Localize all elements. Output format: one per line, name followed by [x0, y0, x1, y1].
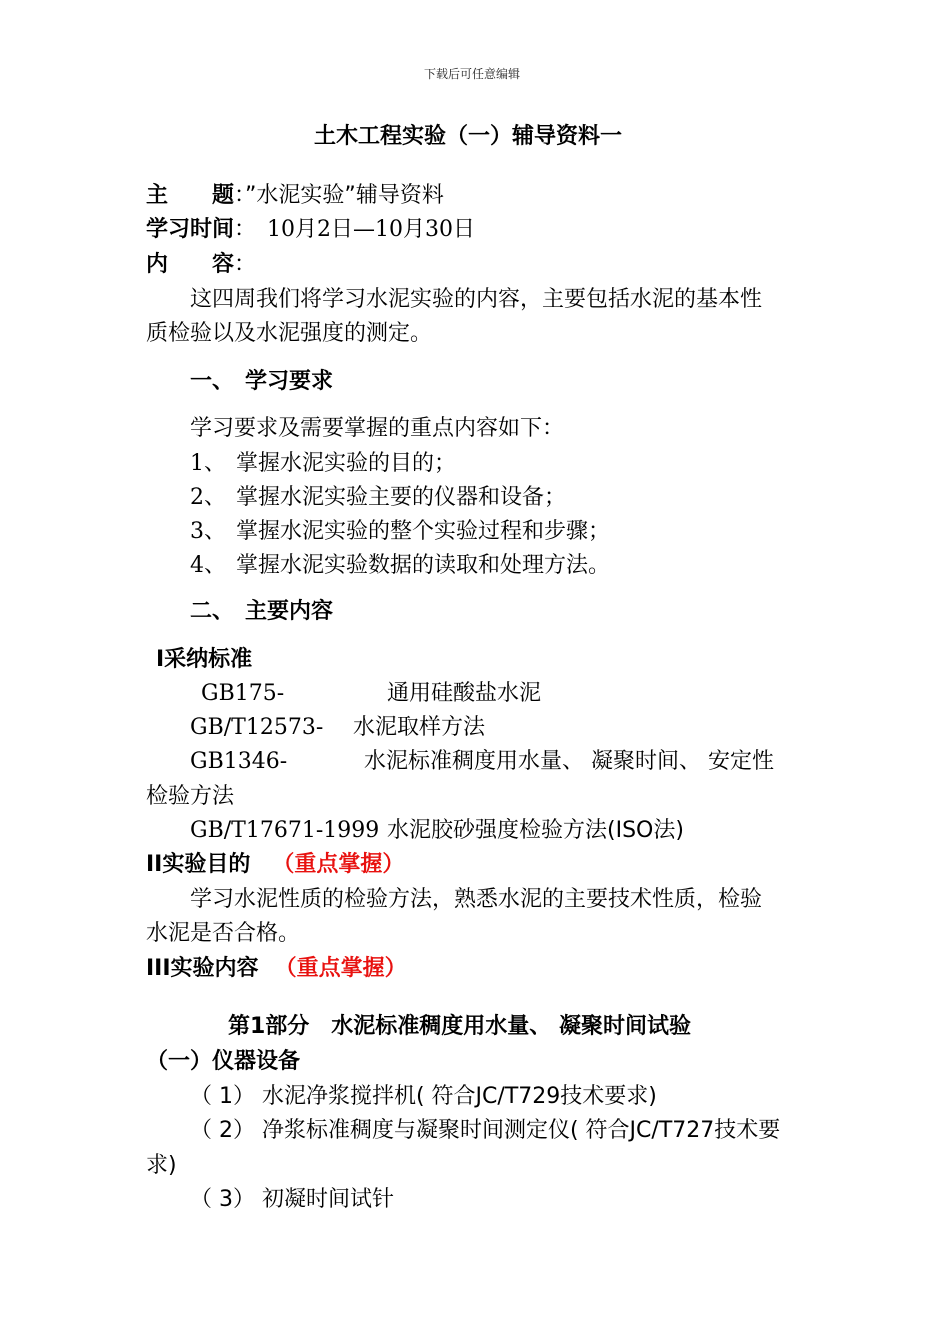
equipment-item: （ 3） 初凝时间试针: [190, 1187, 394, 1212]
colon: ：: [234, 217, 268, 242]
emphasis-label: （重点掌握）: [272, 852, 405, 877]
time-label: 学习时间: [146, 217, 235, 242]
list-item: [190, 450, 456, 478]
intro-line: 质检验以及水泥强度的测定。: [146, 321, 433, 346]
list-text: 掌握水泥实验的整个实验过程和步骤；: [236, 519, 611, 544]
list-item: [190, 484, 566, 512]
section-lead: 学习要求及需要掌握的重点内容如下：: [190, 416, 565, 441]
equipment-item: （ 1） 水泥净浆搅拌机( 符合JC/T729技术要求): [190, 1084, 657, 1109]
list-number: 2、: [190, 485, 226, 510]
standard-code: GB/T17671-1999: [190, 818, 380, 843]
part-heading: [146, 955, 407, 983]
colon: ：: [234, 252, 257, 277]
time-row: [146, 216, 475, 244]
list-item: [190, 518, 610, 546]
part-title: III实验内容: [146, 956, 259, 981]
subject-value: ”水泥实验”辅导资料: [245, 183, 444, 208]
section-title: 主要内容: [245, 599, 334, 624]
part-title: II实验目的: [146, 852, 251, 877]
section-number: 二、: [190, 599, 224, 624]
list-number: 1、: [190, 451, 226, 476]
equipment-item: （ 2） 净浆标准稠度与凝聚时间测定仪( 符合JC/T727技术要: [190, 1118, 781, 1143]
chapter-subheading: （一）仪器设备: [146, 1049, 301, 1074]
standard-name: 水泥标准稠度用水量、 凝聚时间、 安定性: [364, 749, 774, 774]
emphasis-label: （重点掌握）: [274, 956, 407, 981]
standard-name: 水泥胶砂强度检验方法(ISO法): [387, 818, 684, 843]
paragraph-line: 水泥是否合格。: [146, 921, 301, 946]
subject-label: 主 题: [146, 183, 235, 208]
list-number: 4、: [190, 553, 226, 578]
chapter-title: 第1部分 水泥标准稠度用水量、 凝聚时间试验: [228, 1014, 691, 1039]
content-label: 内 容: [146, 252, 235, 277]
list-text: 掌握水泥实验数据的读取和处理方法。: [236, 553, 611, 578]
subject-row: [146, 182, 444, 210]
intro-line: 这四周我们将学习水泥实验的内容，主要包括水泥的基本性: [190, 287, 763, 312]
standard-name: 通用硅酸盐水泥: [387, 681, 542, 706]
part-heading: I采纳标准: [156, 647, 253, 672]
list-item: [190, 552, 610, 580]
list-text: 掌握水泥实验的目的；: [236, 451, 457, 476]
section-title: 学习要求: [245, 369, 334, 394]
standard-name: 水泥取样方法: [353, 715, 486, 740]
standard-wrap: 检验方法: [146, 784, 235, 809]
content-row: [146, 251, 256, 279]
standard-code: GB1346-: [190, 749, 288, 774]
document-title: 土木工程实验（一）辅导资料一: [314, 124, 623, 149]
list-text: 掌握水泥实验主要的仪器和设备；: [236, 485, 567, 510]
header-note: 下载后可任意编辑: [424, 67, 521, 81]
standard-code: GB/T12573-: [190, 715, 324, 740]
section-heading: [190, 368, 333, 396]
part-heading: [146, 851, 404, 879]
colon: ：: [234, 183, 246, 208]
equipment-item-wrap: 求): [146, 1153, 177, 1178]
section-heading: [190, 598, 333, 626]
section-number: 一、: [190, 369, 224, 394]
list-number: 3、: [190, 519, 226, 544]
standard-code: GB175-: [201, 681, 285, 706]
paragraph-line: 学习水泥性质的检验方法，熟悉水泥的主要技术性质，检验: [190, 887, 763, 912]
time-value: 10月2日—10月30日: [267, 217, 476, 242]
